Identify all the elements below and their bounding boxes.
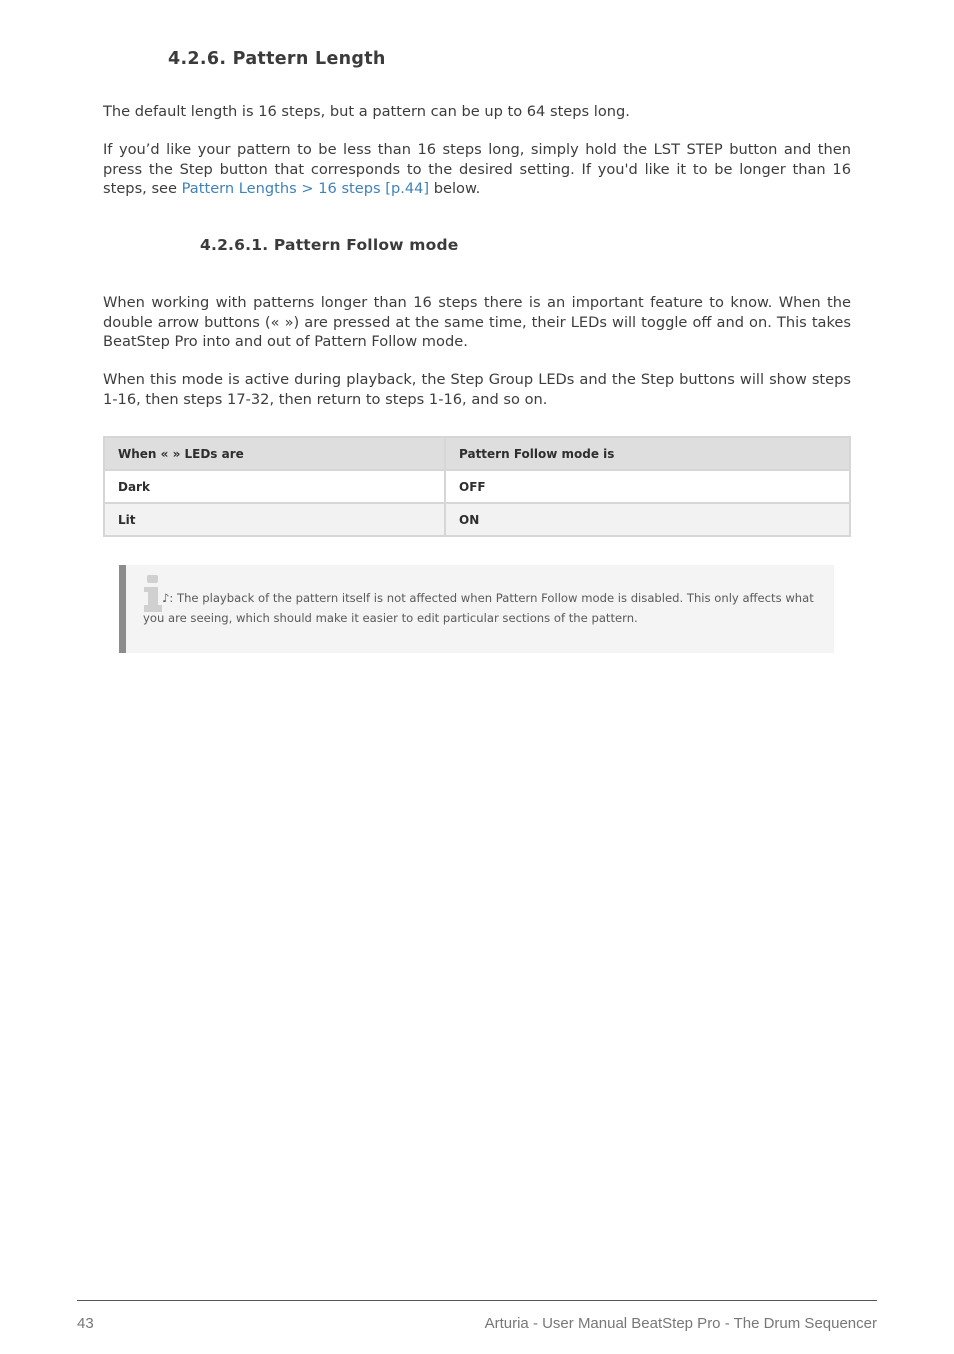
paragraph-default-length: The default length is 16 steps, but a pattern can be up to 64 steps long. [103,103,630,120]
table-header-cell: When « » LEDs are [104,437,445,470]
table-cell: ON [445,503,850,536]
note-body: ♪: The playback of the pattern itself is not affected when Pattern Follow mode is disabled. This only affects what you are seeing, which should make it easier to edit particular sections of the pattern. [143,591,814,625]
paragraph-text: below. [429,180,481,198]
footer-divider [77,1300,877,1301]
note-text [143,588,823,628]
table-cell: OFF [445,470,850,503]
footer-title: Arturia - User Manual BeatStep Pro - The Drum Sequencer [484,1315,877,1332]
paragraph-text: If you’d like your pattern to be less than 16 steps long, simply hold the LST STEP button and then press the Step button that corresponds to the desired setting. If you'd like it to be longer than 16 steps, see [103,141,851,198]
paragraph-pattern-follow-intro: When working with patterns longer than 16 steps there is an important feature to know. When the double arrow buttons (« ») are pressed at the same time, their LEDs will toggle off and on. This takes BeatStep Pro into and out of Pattern Follow mode. [103,294,851,351]
table-cell: Lit [104,503,445,536]
pattern-lengths-link[interactable]: Pattern Lengths > 16 steps [p.44] [181,180,430,198]
paragraph-playback-behavior: When this mode is active during playback, the Step Group LEDs and the Step buttons will show steps 1-16, then steps 17-32, then return to steps 1-16, and so on. [103,371,851,408]
table-cell: Dark [104,470,445,503]
table-row [104,503,850,536]
table-header-cell: Pattern Follow mode is [445,437,850,470]
paragraph-shorter-pattern [103,140,851,199]
section-heading: 4.2.6. Pattern Length [168,49,386,69]
table-header-row [104,437,850,470]
led-state-table [103,436,851,537]
page-number: 43 [77,1315,94,1332]
subsection-heading: 4.2.6.1. Pattern Follow mode [200,236,459,254]
table-row [104,470,850,503]
info-note [119,565,834,653]
